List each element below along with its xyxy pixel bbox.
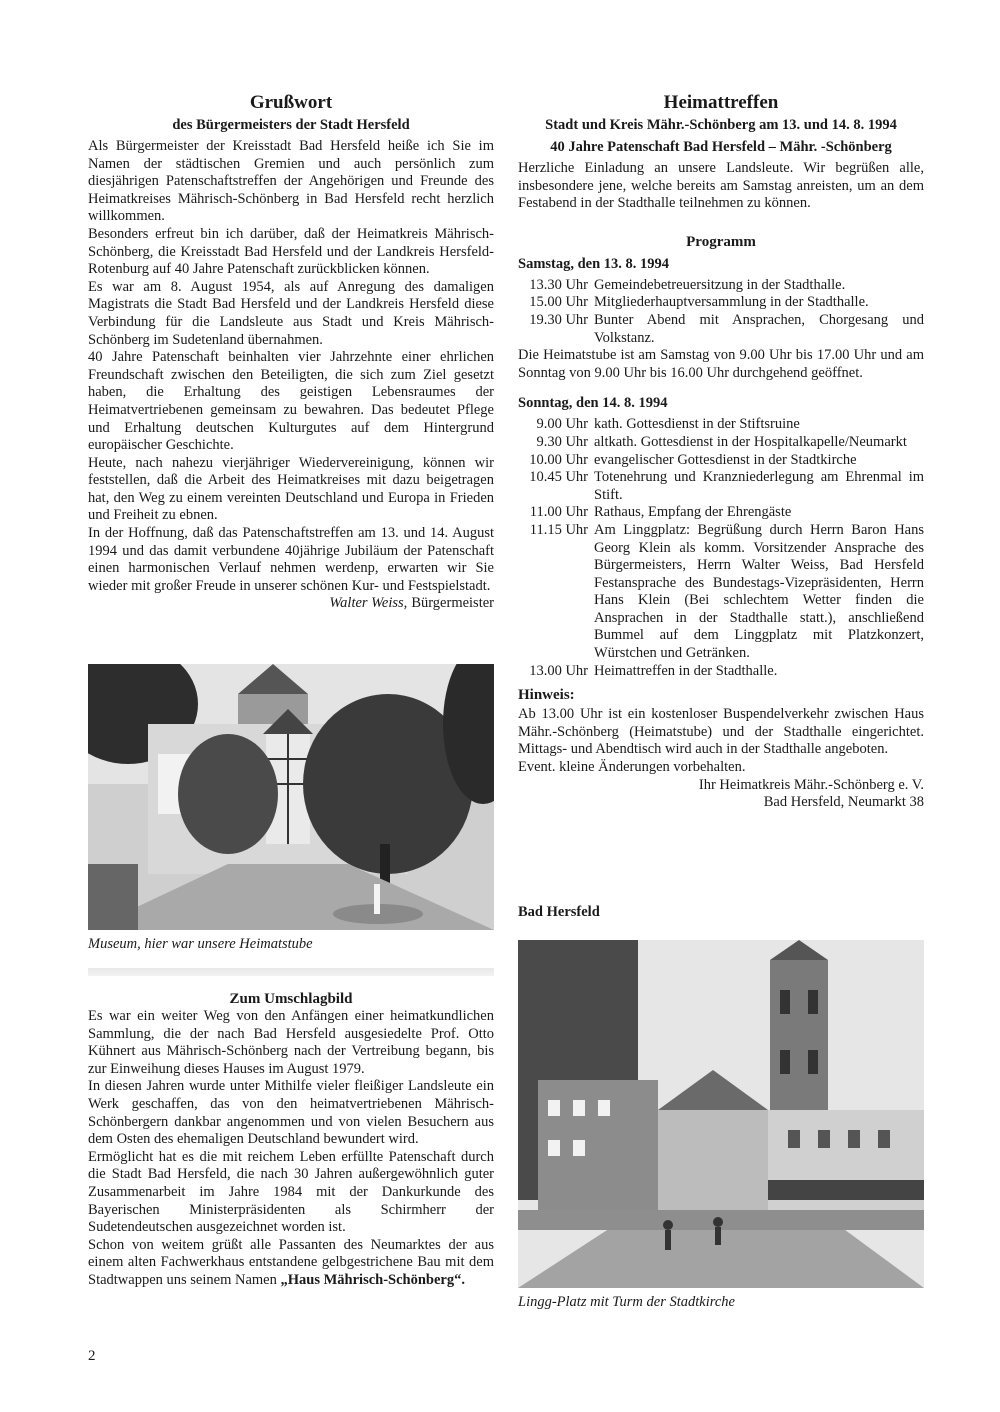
- schedule-row: [518, 663, 924, 681]
- museum-photo-image: [88, 664, 494, 930]
- schedule-time: 9.00 Uhr: [536, 416, 588, 433]
- greeting-subtitle: des Bürgermeisters der Stadt Hersfeld: [172, 117, 410, 133]
- hint-text: Ab 13.00 Uhr ist ein kostenloser Buspendelverkehr zwischen Haus Mähr.-Schönberg (Heimatstube) und der Stadthalle eingerichtet. Mittags- und Abendtisch wird auch in der Stadthalle angeboten.: [518, 706, 924, 758]
- lingg-platz-photo-image: [518, 940, 924, 1288]
- page-number: 2: [88, 1348, 96, 1364]
- schedule-time: 15.00 Uhr: [529, 294, 588, 311]
- cover-paragraph-last: [88, 1237, 494, 1290]
- museum-photo: [88, 664, 494, 930]
- saturday-heading: Samstag, den 13. 8. 1994: [518, 255, 670, 272]
- greeting-paragraph: Heute, nach nahezu vierjähriger Wiedervereinigung, können wir feststellen, daß die Arbeit des Heimatkreises mit dazu beigetragen hat, den Weg zu einem vereinten Deutschland und Europa in Frieden und Freiheit zu ebnen.: [88, 454, 494, 524]
- schedule-text: kath. Gottesdienst in der Stiftsruine: [594, 416, 800, 433]
- schedule-text: Gemeindebetreuersitzung in der Stadthalle.: [594, 276, 846, 293]
- greeting-paragraph: 40 Jahre Patenschaft beinhalten vier Jahrzehnte einer ehrlichen Freundschaft zwischen den Beteiligten, die sich zum Ziel gesetzt haben, die Erhaltung des geistigen Lebensraumes der Heimatvertriebenen gemeinsam zu bewahren. Das bedeutet Pflege und Erhaltung deutschen Kulturgutes auf dem Hintergrund europäischer Geschichte.: [88, 349, 494, 454]
- greeting-paragraph: Als Bürgermeister der Kreisstadt Bad Hersfeld heiße ich Sie im Namen der städtischen Gremien und auch persönlich zum diesjährigen Patenschaftstreffen der Angehörigen und Freunde des Heimatkreises Mährisch-Schönberg in Bad Hersfeld recht herzlich willkommen.: [88, 138, 494, 225]
- heimatstube-note: Die Heimatstube ist am Samstag von 9.00 Uhr bis 17.00 Uhr und am Sonntag von 9.00 Uhr bis 16.00 Uhr durchgehend geöffnet.: [518, 347, 924, 381]
- signature-name: Walter Weiss,: [329, 595, 408, 612]
- schedule-time: 13.00 Uhr: [529, 662, 588, 679]
- schedule-text: Rathaus, Empfang der Ehrengäste: [594, 504, 792, 521]
- right-column: [518, 92, 924, 812]
- left-column: [88, 92, 494, 613]
- lingg-platz-caption: Lingg-Platz mit Turm der Stadtkirche: [518, 1294, 735, 1310]
- cover-paragraph: Ermöglicht hat es die mit reichem Leben erfüllte Patenschaft durch die Stadt Bad Hersfeld, die nach 30 Jahren außergewöhnlich guter Zusammenarbeit im Jahre 1984 mit der Dankurkunde des Bayerischen Ministerpräsidenten als Schirmherr der Sudetendeutschen ausgezeichnet worden ist.: [88, 1148, 494, 1236]
- schedule-text: Heimattreffen in der Stadthalle.: [594, 662, 778, 679]
- cover-title: Zum Umschlagbild: [229, 991, 353, 1007]
- greeting-paragraph: Es war am 8. August 1954, als auf Anregung des damaligen Magistrats die Stadt Bad Hersfeld und der Landkreis Hersfeld diese Verbindung für die Landsleute aus Stadt und Kreis Mährisch-Schönberg im Sudetenland übernahmen.: [88, 278, 494, 348]
- divider: [88, 968, 494, 976]
- schedule-row: [518, 294, 924, 312]
- schedule-text: evangelischer Gottesdienst in der Stadtkirche: [594, 451, 857, 468]
- schedule-row: [518, 452, 924, 470]
- cover-section: [88, 990, 494, 1290]
- organizer-signature: Ihr Heimatkreis Mähr.-Schönberg e. V.: [698, 776, 924, 793]
- lingg-platz-photo: [518, 940, 924, 1288]
- greeting-signature: [88, 595, 494, 613]
- greeting-paragraph: Besonders erfreut bin ich darüber, daß der Heimatkreis Mährisch-Schönberg, die Kreisstadt Bad Hersfeld und der Landkreis Hersfeld-Rotenburg auf 40 Jahre Patenschaft zurückblicken können.: [88, 225, 494, 278]
- cover-paragraph: Es war ein weiter Weg von den Anfängen einer heimatkundlichen Sammlung, die der nach Bad Hersfeld ausgesiedelte Prof. Otto Kühnert aus Mährisch-Schönberg nach der Vertreibung begann, bis zur Einweihung dieses Hauses im August 1979.: [88, 1008, 494, 1077]
- cover-paragraph: In diesen Jahren wurde unter Mithilfe vieler fleißiger Landsleute ein Werk geschaffen, das von den heimatvertriebenen Mährisch-Schönbergern dankbar angenommen und von vielen Besuchern aus dem Osten des ehemaligen Deutschland bewundert wird.: [88, 1078, 494, 1148]
- program-title: Programm: [686, 233, 756, 250]
- greeting-paragraph: In der Hoffnung, daß das Patenschaftstreffen am 13. und 14. August 1994 und das damit verbundene 40jährige Jubiläum der Patenschaft einen harmonischen Verlauf nehmen werdenp, erwarten wir Sie wieder mit großer Freude in unserer schönen Kur- und Festspielstadt.: [88, 525, 494, 594]
- organizer-address: Bad Hersfeld, Neumarkt 38: [763, 794, 924, 811]
- saturday-schedule: [518, 277, 924, 347]
- schedule-time: 11.00 Uhr: [529, 504, 588, 521]
- schedule-row: [518, 469, 924, 504]
- signature-role: Bürgermeister: [411, 595, 494, 612]
- schedule-time: 10.45 Uhr: [529, 469, 588, 486]
- schedule-text: altkath. Gottesdienst in der Hospitalkapelle/Neumarkt: [594, 433, 907, 450]
- hint-heading: Hinweis:: [518, 687, 575, 704]
- schedule-row: [518, 522, 924, 663]
- meeting-intro: Herzliche Einladung an unsere Landsleute. Wir begrüßen alle, insbesondere jene, welche bereits am Samstag anreisten, um an dem Festabend in der Stadthalle teilnehmen zu können.: [518, 160, 924, 212]
- schedule-text: Mitgliederhauptversammlung in der Stadthalle.: [594, 294, 869, 311]
- greeting-title: Grußwort: [249, 92, 333, 113]
- sunday-schedule: [518, 416, 924, 680]
- meeting-subtitle-1: Stadt und Kreis Mähr.-Schönberg am 13. und 14. 8. 1994: [545, 117, 897, 133]
- schedule-time: 11.15 Uhr: [529, 521, 588, 538]
- schedule-text: Totenehrung und Kranzniederlegung am Ehrenmal im Stift.: [594, 469, 924, 503]
- schedule-time: 9.30 Uhr: [536, 433, 588, 450]
- schedule-row: [518, 434, 924, 452]
- schedule-row: [518, 277, 924, 295]
- meeting-subtitle-2: 40 Jahre Patenschaft Bad Hersfeld – Mähr. -Schönberg: [550, 139, 892, 155]
- cover-last-bold: „Haus Mährisch-Schönberg“.: [280, 1271, 465, 1288]
- sunday-heading: Sonntag, den 14. 8. 1994: [518, 395, 668, 412]
- schedule-text: Am Linggplatz: Begrüßung durch Herrn Baron Hans Georg Klein als komm. Vorsitzender Ansprache des Bürgermeisters, Herrn Walter Weiss, Bad Hersfeld Festansprache des Bundestags-Vizepräsidenten, Herrn Hans Klein (Bei schlechtem Wetter finden die Ansprachen in der Stadthalle statt.), anschließend Bummel auf dem Linggplatz mit Platzkonzert, Würstchen und Getränken.: [594, 521, 924, 662]
- schedule-time: 19.30 Uhr: [529, 311, 588, 328]
- schedule-text: Bunter Abend mit Ansprachen, Chorgesang und Volkstanz.: [594, 311, 924, 346]
- cover-last-text: Schon von weitem grüßt alle Passanten des Neumarktes der aus einem alten Fachwerkhaus entstandene gelbgestrichene Bau mit dem Stadtwappen uns seinem Namen: [88, 1236, 494, 1288]
- schedule-row: [518, 312, 924, 347]
- meeting-title: Heimattreffen: [663, 92, 779, 113]
- bad-hersfeld-heading: Bad Hersfeld: [518, 904, 600, 920]
- museum-photo-caption: Museum, hier war unsere Heimatstube: [88, 936, 313, 952]
- changes-note: Event. kleine Änderungen vorbehalten.: [518, 759, 746, 776]
- schedule-time: 10.00 Uhr: [529, 451, 588, 468]
- schedule-time: 13.30 Uhr: [529, 276, 588, 293]
- schedule-row: [518, 504, 924, 522]
- schedule-row: [518, 416, 924, 434]
